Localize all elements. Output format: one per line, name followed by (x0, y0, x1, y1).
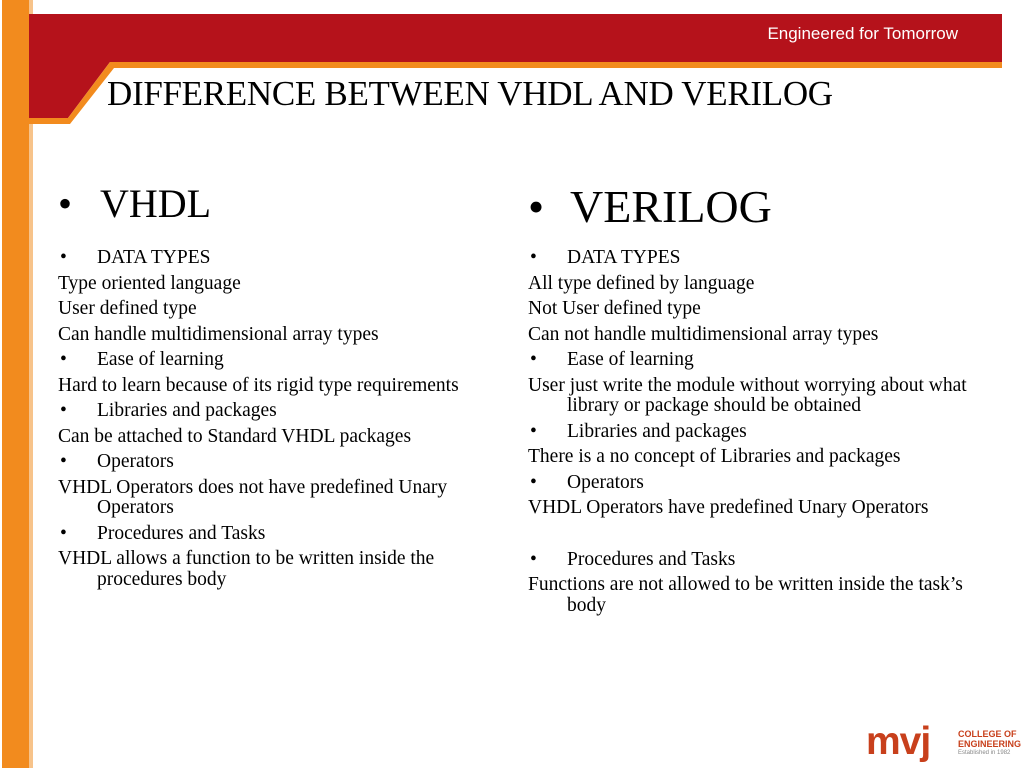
bullet-item: • Operators (528, 473, 968, 494)
logo-established: Established in 1982 (958, 750, 1011, 756)
verilog-items (528, 248, 968, 621)
logo-line1: COLLEGE OF (958, 729, 1017, 739)
verilog-heading: • VERILOG (528, 181, 772, 232)
bullet-item: • Libraries and packages (58, 401, 498, 422)
bullet-item: • Libraries and packages (528, 422, 968, 443)
text-item: Can be attached to Standard VHDL packages (58, 425, 412, 447)
header-tagline: Engineered for Tomorrow (767, 24, 958, 43)
bullet-item: • Procedures and Tasks (58, 524, 498, 545)
bullet-item: • Ease of learning (58, 350, 498, 371)
text-item: Can not handle multidimensional array types (528, 323, 879, 345)
logo-mark: mvj (866, 720, 931, 763)
bullet-item: • DATA TYPES (528, 248, 968, 269)
text-item: Type oriented language (58, 272, 241, 294)
spacer (528, 524, 968, 550)
left-accent-bar (2, 0, 29, 768)
text-item: Hard to learn because of its rigid type requirements (58, 374, 459, 396)
bullet-item: • DATA TYPES (58, 248, 498, 269)
slide-title: DIFFERENCE BETWEEN VHDL AND VERILOG (107, 74, 833, 113)
vhdl-items (58, 248, 498, 595)
text-item: There is a no concept of Libraries and packages (528, 446, 901, 467)
text-item: Functions are not allowed to be written inside the task’s body (528, 574, 963, 616)
text-item: User defined type (58, 298, 197, 319)
text-item: VHDL allows a function to be written inside the procedures body (58, 548, 435, 590)
text-item: Can handle multidimensional array types (58, 323, 379, 345)
text-item: All type defined by language (528, 272, 755, 294)
text-item: User just write the module without worrying about what library or package should be obtained (528, 374, 967, 416)
text-item: Not User defined type (528, 298, 701, 319)
bullet-item: • Ease of learning (528, 350, 968, 371)
bullet-item: • Operators (58, 452, 498, 473)
vhdl-heading: • VHDL (58, 181, 212, 226)
text-item: VHDL Operators have predefined Unary Operators (528, 497, 929, 518)
logo-line2: ENGINEERING (958, 738, 1022, 749)
college-logo (866, 720, 1024, 763)
bullet-item: • Procedures and Tasks (528, 550, 968, 571)
text-item: VHDL Operators does not have predefined Unary Operators (58, 476, 448, 518)
